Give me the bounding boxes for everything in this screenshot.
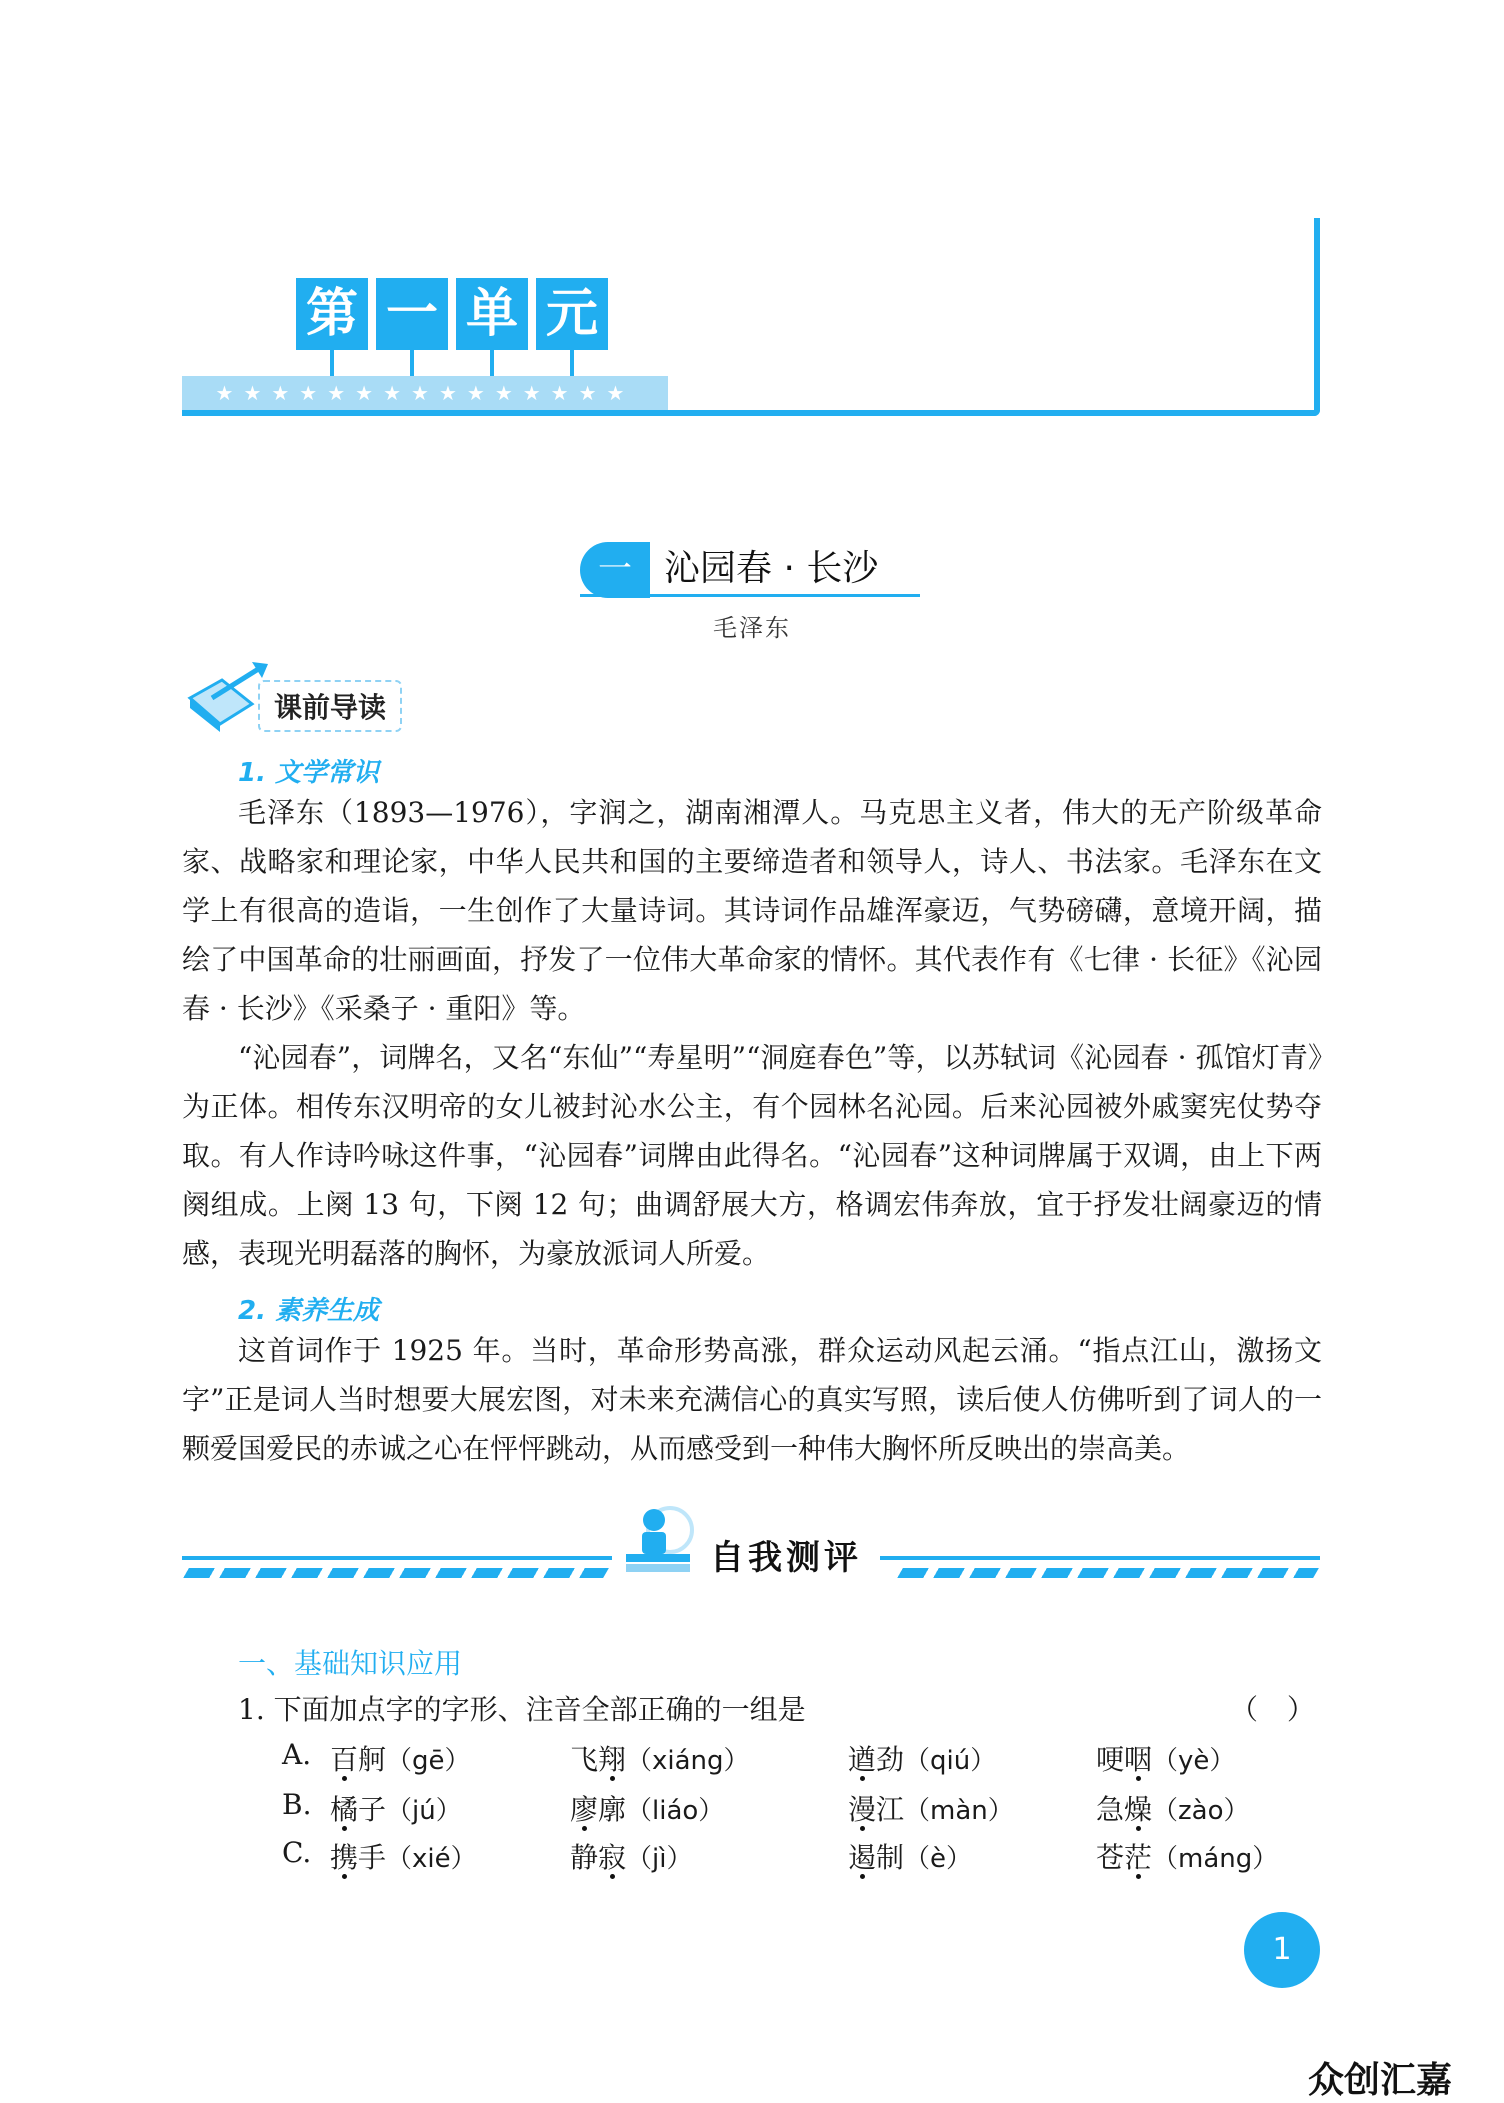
unit-char-2: 一: [376, 278, 448, 350]
emphasis-dot: [610, 1874, 615, 1879]
emphasis-dot: [342, 1826, 347, 1831]
watermark: 众创汇嘉: [1308, 2060, 1453, 2101]
option-label-b: B.: [282, 1788, 312, 1821]
emphasis-dot: [342, 1874, 347, 1879]
lesson-number: 一: [580, 542, 650, 598]
lesson-author: 毛泽东: [713, 614, 791, 642]
banner-dashes-right: [897, 1568, 1319, 1578]
question-stem: 1. 下面加点字的字形、注音全部正确的一组是: [238, 1693, 806, 1726]
unit-star-bar: ★★★★★★★★★★★★★★★: [182, 376, 668, 410]
option-word: 百舸（gē）: [330, 1743, 471, 1776]
emphasis-dot: [1136, 1826, 1141, 1831]
option-word: 静寂（jì）: [570, 1841, 693, 1874]
banner-line-right: [880, 1556, 1320, 1560]
option-word: 携手（xié）: [330, 1841, 477, 1874]
answer-blank[interactable]: （ ）: [1230, 1693, 1325, 1726]
unit-char-3: 单: [456, 278, 528, 350]
emphasis-dot: [1136, 1874, 1141, 1879]
page-number: 1: [1244, 1912, 1320, 1988]
unit-char-1: 第: [296, 278, 368, 350]
lesson-title: 沁园春 · 长沙: [664, 548, 879, 589]
cipai-paragraph: “沁园春”，词牌名，又名“东仙”“寿星明”“洞庭春色”等，以苏轼词《沁园春 · 孤馆灯青》为正体。相传东汉明帝的女儿被封沁水公主，有个园林名沁园。后来沁园被外戚窦宪仗势夺取。有人作诗吟咏这件事，“沁园春”词牌由此得名。“沁园春”这种词牌属于双调，由上下两阕组成。上阕 13 句，下阕 12 句；曲调舒展大方，格调宏伟奔放，宜于抒发壮阔豪迈的情感，表现光明磊落的胸怀，为豪放派词人所爱。: [182, 1041, 1322, 1270]
option-word: 急燥（zào）: [1096, 1793, 1250, 1826]
literary-knowledge-heading: 1. 文学常识: [238, 758, 380, 788]
emphasis-dot: [860, 1776, 865, 1781]
option-word: 廖廓（liáo）: [570, 1793, 725, 1826]
emphasis-dot: [610, 1776, 615, 1781]
section-heading: 一、基础知识应用: [238, 1647, 463, 1680]
emphasis-dot: [860, 1874, 865, 1879]
option-word: 飞翔（xiáng）: [570, 1743, 750, 1776]
emphasis-dot: [582, 1826, 587, 1831]
emphasis-dot: [1136, 1776, 1141, 1781]
option-word: 漫江（màn）: [848, 1793, 1014, 1826]
self-test-label: 自我测评: [710, 1538, 862, 1578]
author-paragraph: 毛泽东（1893—1976），字润之，湖南湘潭人。马克思主义者，伟大的无产阶级革命家、战略家和理论家，中华人民共和国的主要缔造者和领导人，诗人、书法家。毛泽东在文学上有很高的造诣，一生创作了大量诗词。其诗词作品雄浑豪迈，气势磅礴，意境开阔，描绘了中国革命的壮丽画面，抒发了一位伟大革命家的情怀。其代表作有《七律 · 长征》《沁园春 · 长沙》《采桑子 · 重阳》等。: [182, 796, 1322, 1025]
option-word: 遒劲（qiú）: [848, 1743, 997, 1776]
unit-char-4: 元: [536, 278, 608, 350]
emphasis-dot: [860, 1826, 865, 1831]
option-label-c: C.: [282, 1836, 312, 1869]
option-word: 橘子（jú）: [330, 1793, 462, 1826]
preview-label: 课前导读: [258, 680, 402, 732]
literacy-heading: 2. 素养生成: [238, 1296, 380, 1326]
option-word: 遏制（è）: [848, 1841, 973, 1874]
lesson-underline: [580, 594, 920, 597]
option-label-a: A.: [282, 1738, 312, 1771]
literacy-paragraph: 这首词作于 1925 年。当时，革命形势高涨，群众运动风起云涌。“指点江山，激扬文字”正是词人当时想要大展宏图，对未来充满信心的真实写照，读后使人仿佛听到了词人的一颗爱国爱民的赤诚之心在怦怦跳动，从而感受到一种伟大胸怀所反映出的崇高美。: [182, 1334, 1322, 1465]
option-word: 苍茫（máng）: [1096, 1841, 1279, 1874]
emphasis-dot: [342, 1776, 347, 1781]
banner-dashes-left: [183, 1568, 609, 1578]
student-reading-icon: [620, 1500, 700, 1580]
banner-line-left: [182, 1556, 612, 1560]
option-word: 哽咽（yè）: [1096, 1743, 1236, 1776]
